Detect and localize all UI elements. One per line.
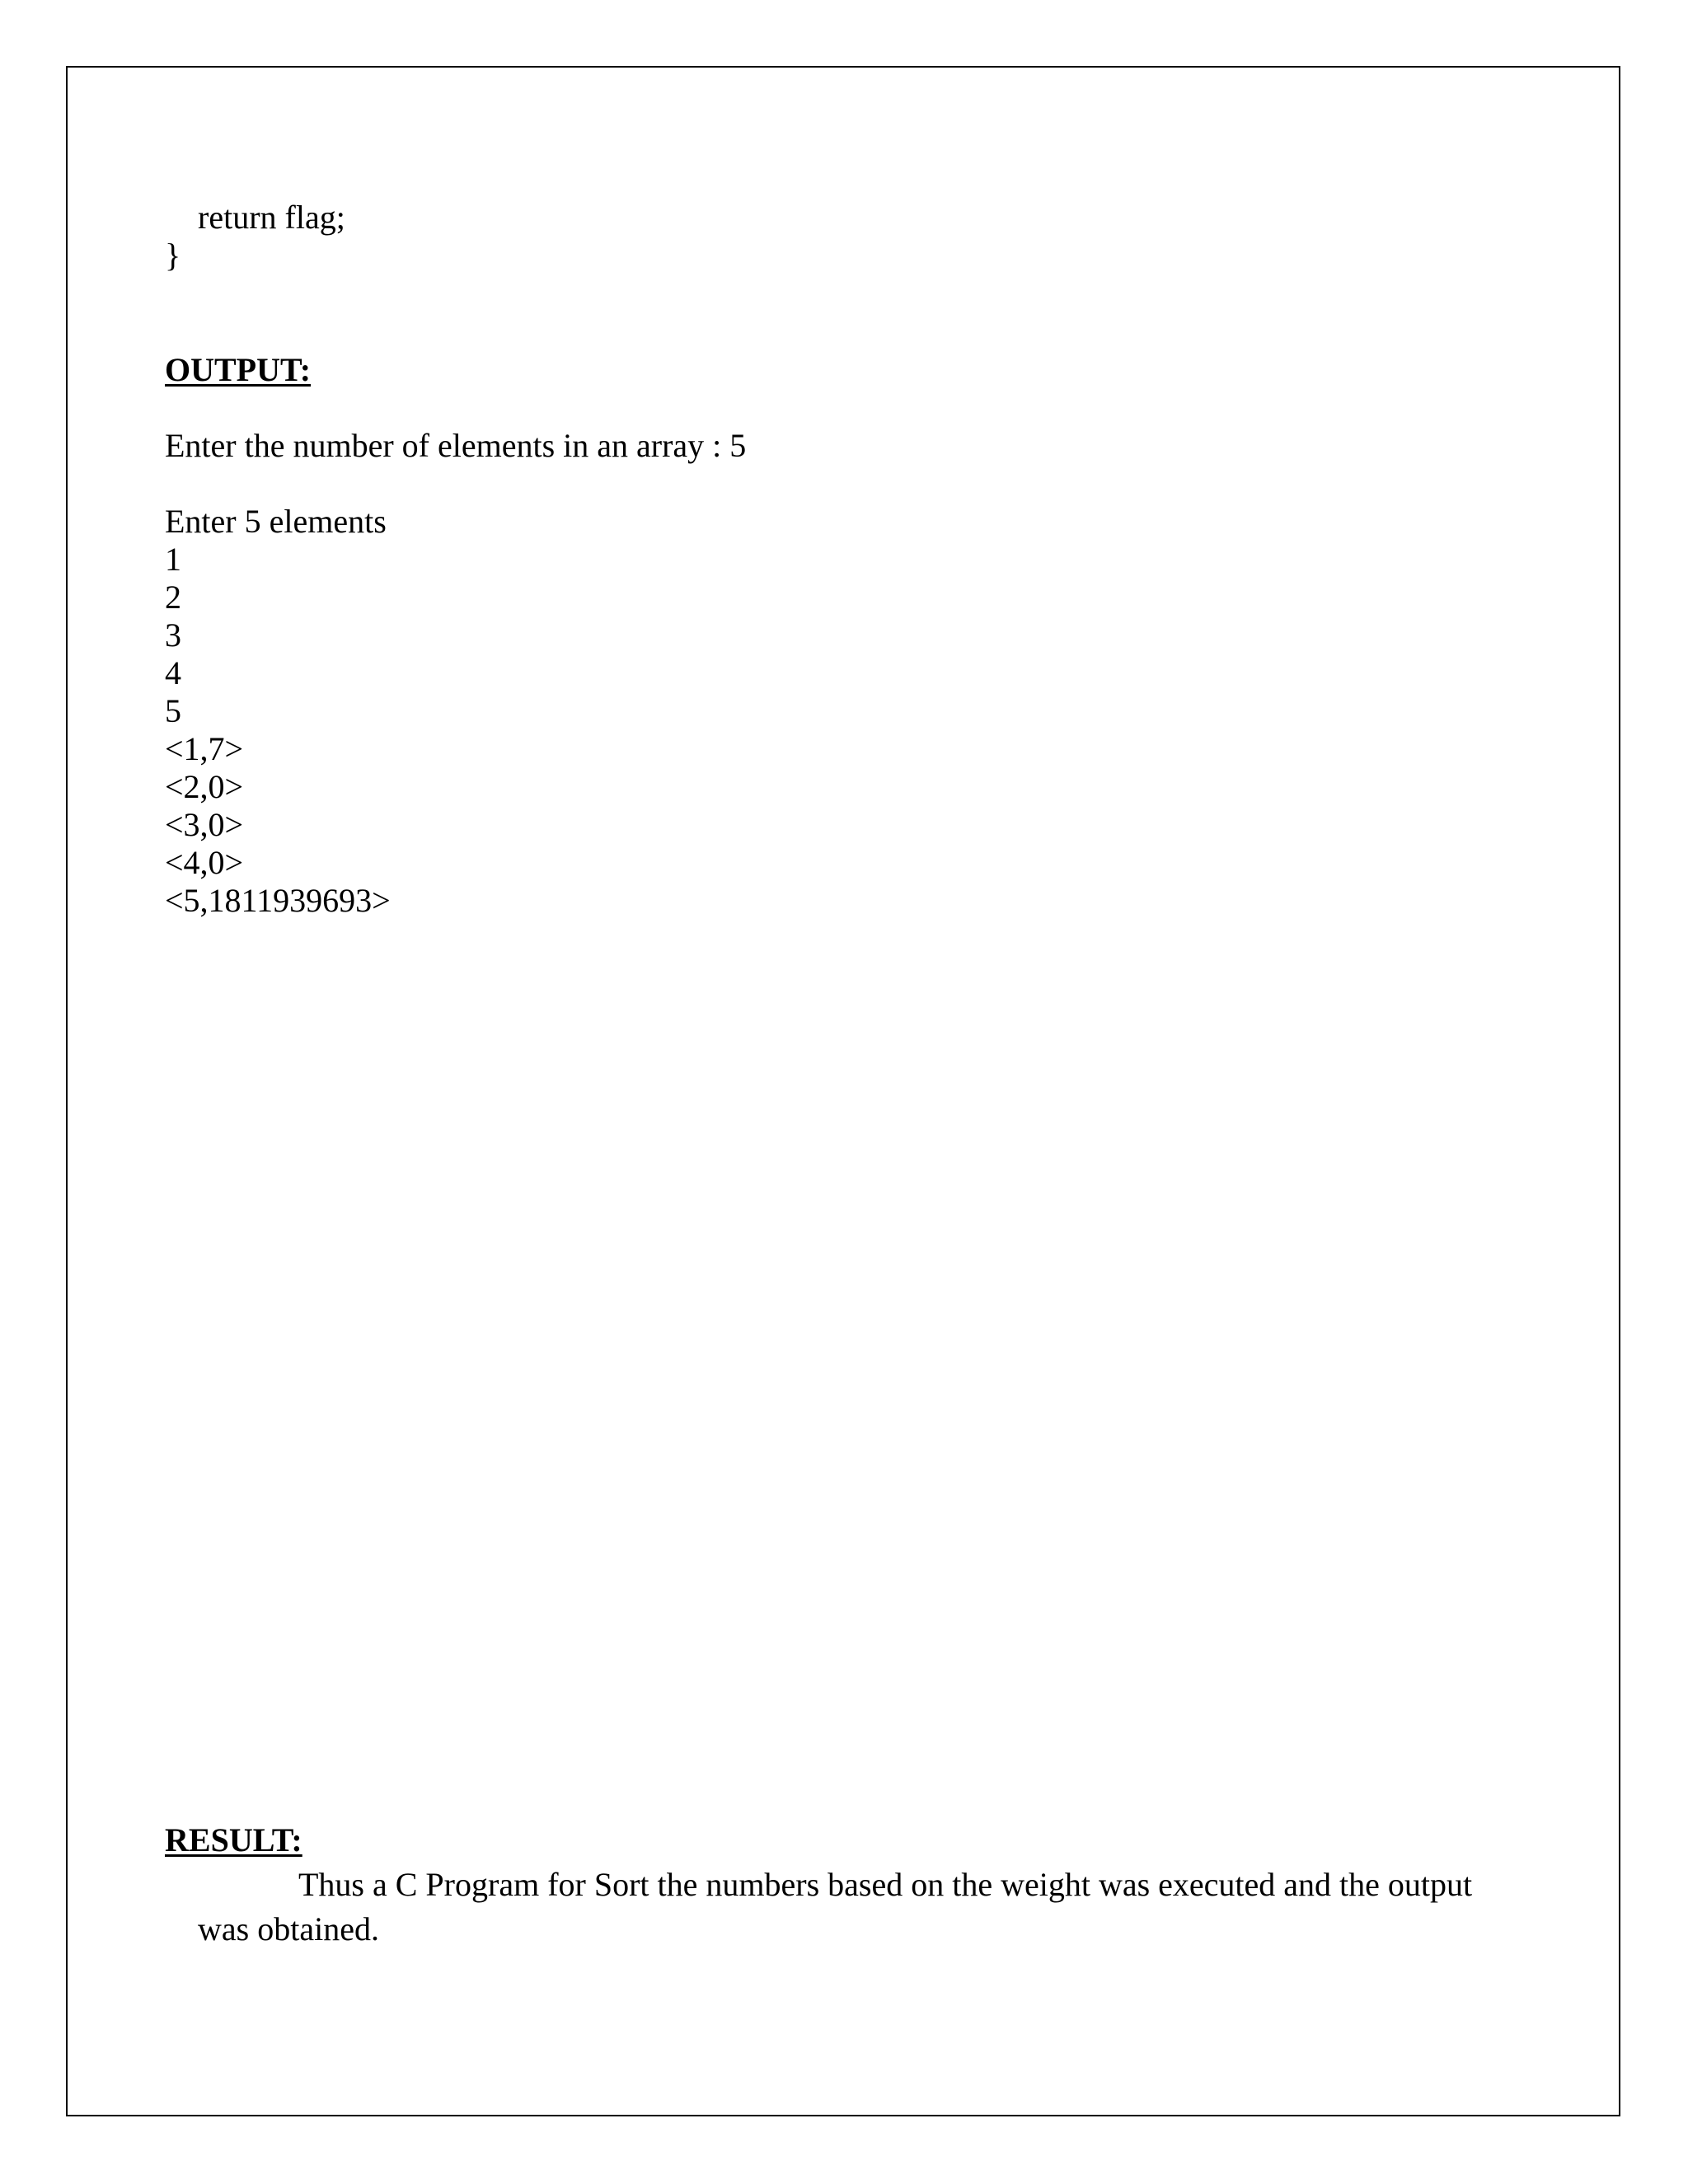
output-line: <1,7> [165, 730, 244, 767]
output-line: <4,0> [165, 844, 244, 881]
output-line: 1 [165, 541, 181, 578]
output-enter-line: Enter 5 elements [165, 503, 387, 540]
result-heading: RESULT: [165, 1821, 302, 1858]
output-line: <2,0> [165, 768, 244, 805]
output-line: 3 [165, 616, 181, 654]
result-text-line1: Thus a C Program for Sort the numbers based on the weight was executed and the output [298, 1866, 1473, 1903]
output-prompt-line: Enter the number of elements in an array : 5 [165, 427, 747, 464]
code-closing-brace: } [165, 237, 181, 274]
output-line: 2 [165, 579, 181, 616]
output-lines-list [165, 541, 391, 920]
output-heading: OUTPUT: [165, 351, 312, 388]
output-line: <5,1811939693> [165, 882, 391, 919]
output-line: 4 [165, 654, 181, 691]
output-line: <3,0> [165, 806, 244, 843]
code-return-line: return flag; [198, 199, 345, 236]
result-text-line2: was obtained. [198, 1910, 379, 1947]
output-line: 5 [165, 692, 181, 729]
